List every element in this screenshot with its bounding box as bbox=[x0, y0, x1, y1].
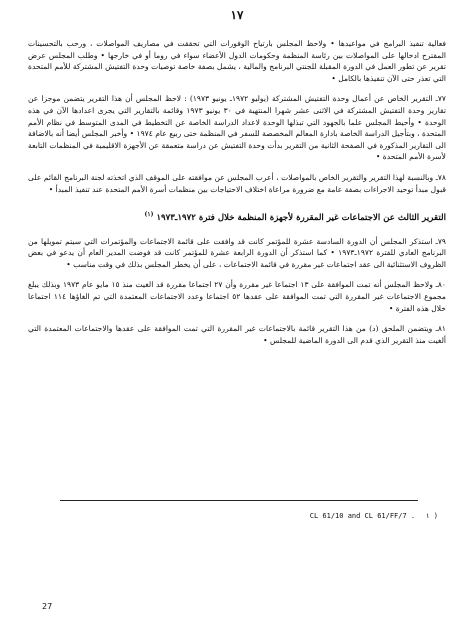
paragraph-77: ٧٧ـ التقرير الخاص عن أعمال وحدة التفتيش المشتركة (يوليو ١٩٧٢ـ يونيو ١٩٧٣) : لاحظ المجلس أن هذا التقرير يتضمن موجزا عن تقارير وحدة التفتيش المشتركة في الاثنى عشر شهرا المنتهية في ٣٠ يونيو ١٩٧٣ وقائمة بالتقارير التي يجرى اعدادها الآن في هذه الوحدة • وأحيط المجلس علما بالجهود التي تبذلها الوحدة لاعداد الدراسة الخاصة عن التخطيط في المدى المتوسط في نظام الأمم المتحدة ، وبتأجيل الدراسة الخاصة بادارة المعالم المخصصة للسفر في المنظمة حتى ربيع عام ١٩٧٤ • وأخبر المجلس أيضا أنه بالاضافة الى التقارير المذكورة في الصفحة الثانية من التقرير بدأت وحدة التفتيش عن دراسة متعمقة عن الأجهزة الاقليمية في المنظمات التابعة لأسرة الأمم المتحدة • bbox=[28, 94, 446, 162]
footnote-divider bbox=[60, 500, 418, 501]
paragraph-79: ٧٩ـ استذكر المجلس أن الدورة السادسة عشرة للمؤتمر كانت قد وافقت على قائمة الاجتماعات والمؤتمرات التي سيتم تمويلها من البرنامج العادي للفترة ١٩٧٢ـ١٩٧٣ • كما استذكر أن الدورة الرابعة عشرة للمؤتمر كانت قد فوضت المدير العام أن يدعو في بعض الظروف الاستثنائية الى عقد اجتماعات غير مقررة في قائمة الاجتماعات ، على أن يخطر المجلس بذلك في وقت مناسب • bbox=[28, 236, 447, 269]
footnote bbox=[58, 512, 438, 520]
paragraph-continuation: فعالية تنفيذ البرامج في مواعيدها • ولاحظ المجلس بارتياح الوفورات التي تحققت في مصاريف المواصلات ، ورحب بالتحسينات المقترح ادخالها على المواصلات بين رئاسة المنظمة وحكومات الدول الأعضاء سواء في روما أو في خارجها • وطلب المجلس عرض تقرير عن تطور العمل في الدورة المقبلة للجنتي البرنامج والمالية ، يشمل بصفة خاصة توصيات وحدة التفتيش المشتركة للأمم المتحدة التي تعذر حتى الآن تنفيذها بالكامل • bbox=[28, 39, 446, 83]
page-number-bottom: 27 bbox=[42, 602, 53, 611]
section-heading-text: التقرير الثالث عن الاجتماعات غير المقررة لأجهزة المنظمة خلال فترة ١٩٧٢ـ١٩٧٣ bbox=[156, 212, 446, 223]
paragraph-78: ٧٨ـ وبالنسبة لهذا التقرير والتقرير الخاص بالمواصلات ، أعرب المجلس عن موافقته على الموقف الذي اتخذته لجنة البرنامج القائم على قبول مبدأ توحيد الاجراءات بصفة عامة مع ضرورة مراعاة اختلاف الاحتياجات بين منظمات أسرة الأمم المتحدة عند تنفيذ المبدأ • bbox=[28, 172, 446, 194]
footnote-mark: ١ ) bbox=[425, 512, 438, 520]
footnote-reference: (١) bbox=[144, 211, 154, 219]
section-heading bbox=[28, 209, 446, 224]
footnote-text: CL 61/10 and CL 61/FF/7 . bbox=[309, 512, 416, 520]
paragraph-80: ٨٠ـ ولاحظ المجلس أنه تمت الموافقة على ١٣ اجتماعا غير مقررة وأن ٢٧ اجتماعا مقررة قد الغيت منذ ١٥ مايو عام ١٩٧٣ وبذلك يبلغ مجموع الاجتماعات غير المقررة التي تمت الموافقة على عقدها ٥٢ اجتماعا وعدد الاجتماعات المعتمدة التي تم الغاؤها ١١٤ اجتماعا خلال هذه الفترة • bbox=[28, 280, 446, 313]
paragraph-81: ٨١ـ ويتضمن الملحق (د) من هذا التقرير قائمة بالاجتماعات غير المقررة التي تمت الموافقة على عقدها والاجتماعات المعتمدة التي ألغيت منذ التقرير الذي قدم الى الدورة الماضية للمجلس • bbox=[28, 324, 446, 345]
body-text bbox=[28, 38, 446, 355]
page-number-top: ١٧ bbox=[230, 8, 244, 22]
